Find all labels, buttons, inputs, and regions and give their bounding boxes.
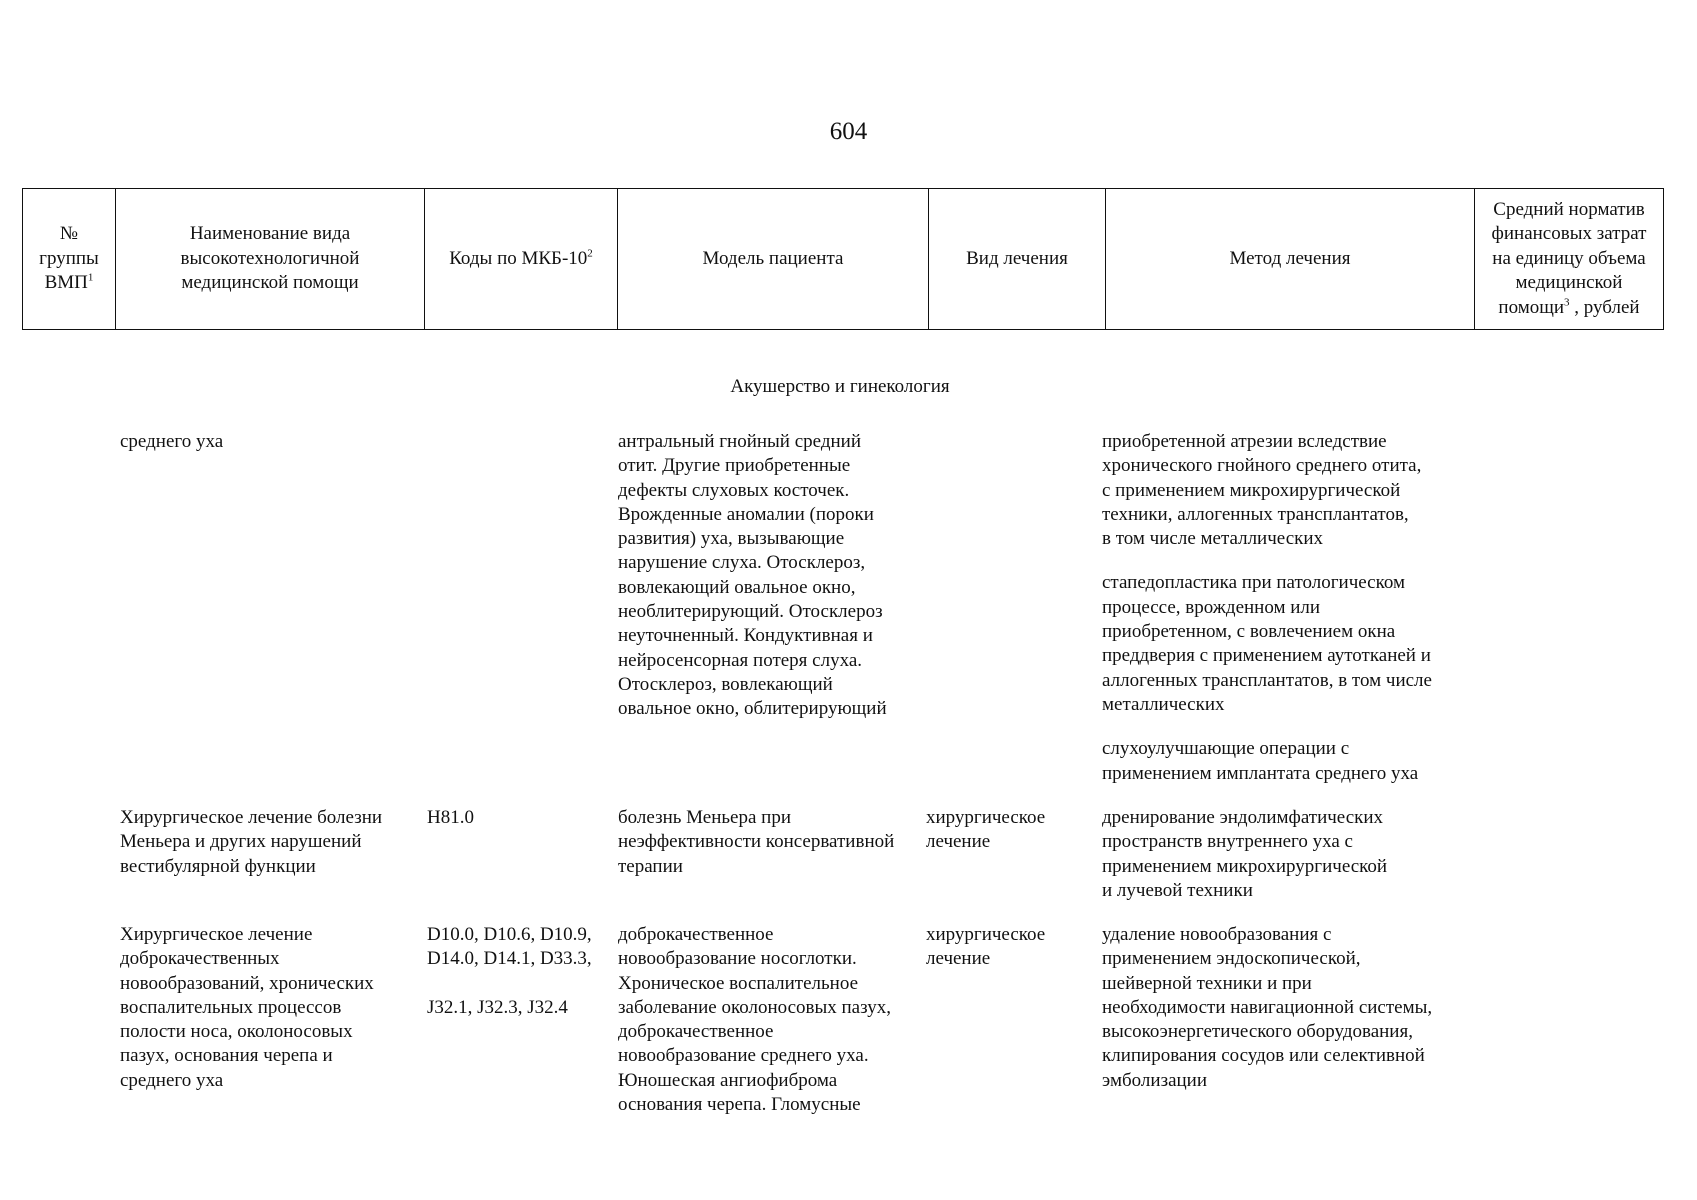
text-line: среднего уха xyxy=(120,431,224,452)
header-treatment-method: Метод лечения xyxy=(1106,189,1475,330)
text-line xyxy=(427,972,592,996)
text-line: эмболизации xyxy=(1102,1069,1208,1091)
text-line: применением эндоскопической, xyxy=(1102,948,1361,970)
text-line: пазух, основания черепа и xyxy=(120,1045,333,1067)
text-line: неуточненный. Кондуктивная и xyxy=(618,625,873,647)
text-line: слухоулучшающие операции с xyxy=(1102,738,1350,760)
text-line: клипирования сосудов или селективной xyxy=(1102,1045,1425,1067)
section-title: Акушерство и гинекология xyxy=(730,376,950,397)
text-line: D10.0, D10.6, D10.9, xyxy=(427,924,592,945)
text-line: доброкачественное xyxy=(618,1021,774,1043)
text-line: стапедопластика при патологическом xyxy=(1102,572,1406,594)
treatment-method-paragraph xyxy=(1102,806,1387,903)
text-line: лечение xyxy=(926,831,991,853)
page-number: 604 xyxy=(829,118,868,145)
row-3-vmp-name xyxy=(120,923,374,1093)
text-line: приобретенной атрезии вследствие xyxy=(1102,431,1387,452)
text-line: шейверной техники и при xyxy=(1102,972,1312,994)
text-line: преддверия с применением аутотканей и xyxy=(1102,645,1431,667)
row-3-treatment-methods xyxy=(1102,923,1432,1093)
text-line: заболевание околоносовых пазух, xyxy=(618,996,891,1018)
text-line: терапии xyxy=(618,855,683,877)
treatment-method-paragraph xyxy=(1102,430,1432,551)
text-line: овальное окно, облитерирующий xyxy=(618,698,887,720)
text-line: и лучевой техники xyxy=(1102,879,1253,901)
header-icd-codes: Коды по МКБ-$10^2$ xyxy=(425,189,618,330)
row-2-treatment-methods xyxy=(1102,806,1387,903)
row-1-vmp-name xyxy=(120,430,223,454)
text-line: неэффективности консервативной xyxy=(618,831,895,853)
row-2-treatment-type xyxy=(926,806,1045,855)
row-3-treatment-type xyxy=(926,923,1045,972)
row-1-patient-model xyxy=(618,430,887,722)
text-line: антральный гнойный средний xyxy=(618,431,862,452)
text-line: отит. Другие приобретенные xyxy=(618,455,851,477)
text-line: приобретенном, с вовлечением окна xyxy=(1102,621,1396,643)
text-line: процессе, врожденном или xyxy=(1102,596,1321,618)
text-line: H81.0 xyxy=(427,807,474,828)
text-line: болезнь Меньера при xyxy=(618,807,792,828)
text-line: применением имплантата среднего уха xyxy=(1102,762,1419,784)
text-line: среднего уха xyxy=(120,1069,224,1091)
header-patient-model: Модель пациента xyxy=(618,189,929,330)
text-line: техники, аллогенных трансплантатов, xyxy=(1102,503,1409,525)
row-2-patient-model xyxy=(618,806,894,879)
text-line: необлитерирующий. Отосклероз xyxy=(618,601,883,623)
header-treatment-type: Вид лечения xyxy=(929,189,1106,330)
header-average-cost: Средний норматив финансовых затрат на единицу объема медицинской помощи$^3$ , рублей xyxy=(1475,189,1664,330)
text-line: с применением микрохирургической xyxy=(1102,479,1401,501)
header-vmp-name: Наименование вида высокотехнологичной медицинской помощи xyxy=(116,189,425,330)
text-line: нарушение слуха. Отосклероз, xyxy=(618,552,866,574)
treatment-method-paragraph xyxy=(1102,923,1432,1093)
text-line: нейросенсорная потеря слуха. xyxy=(618,649,863,671)
row-2-vmp-name xyxy=(120,806,382,879)
text-line: Меньера и других нарушений xyxy=(120,831,362,853)
text-line: удаление новообразования с xyxy=(1102,924,1332,945)
text-line: дефекты слуховых косточек. xyxy=(618,479,850,501)
header-group-number: № группы ВМП$^1$ xyxy=(23,189,116,330)
text-line: применением микрохирургической xyxy=(1102,855,1388,877)
text-line: D14.0, D14.1, D33.3, xyxy=(427,948,592,970)
treatment-method-paragraph xyxy=(1102,571,1432,717)
text-line: воспалительных процессов xyxy=(120,996,342,1018)
text-line: необходимости навигационной системы, xyxy=(1102,996,1433,1018)
text-line: Врожденные аномалии (пороки xyxy=(618,503,874,525)
text-line: Хирургическое лечение xyxy=(120,924,313,945)
text-line: хирургическое xyxy=(926,807,1046,828)
text-line: хронического гнойного среднего отита, xyxy=(1102,455,1422,477)
text-line: основания черепа. Гломусные xyxy=(618,1094,861,1116)
text-line: лечение xyxy=(926,948,991,970)
text-line: вовлекающий овальное окно, xyxy=(618,576,856,598)
text-line: новообразование среднего уха. xyxy=(618,1045,869,1067)
row-2-icd-codes xyxy=(427,806,474,830)
text-line: пространств внутреннего уха с xyxy=(1102,831,1353,853)
text-line: хирургическое xyxy=(926,924,1046,945)
text-line: развития) уха, вызывающие xyxy=(618,528,845,550)
row-3-patient-model xyxy=(618,923,891,1117)
treatment-method-paragraph xyxy=(1102,737,1432,786)
text-line: новообразование носоглотки. xyxy=(618,948,857,970)
row-1-treatment-methods xyxy=(1102,430,1432,786)
text-line: аллогенных трансплантатов, в том числе xyxy=(1102,669,1432,691)
text-line: Хроническое воспалительное xyxy=(618,972,859,994)
text-line: в том числе металлических xyxy=(1102,528,1324,550)
text-line: доброкачественных xyxy=(120,948,280,970)
text-line: Юношеская ангиофиброма xyxy=(618,1069,838,1091)
column-header-table xyxy=(22,188,1664,330)
text-line: полости носа, околоносовых xyxy=(120,1021,353,1043)
text-line: доброкачественное xyxy=(618,924,774,945)
text-line: высокоэнергетического оборудования, xyxy=(1102,1021,1413,1043)
text-line: металлических xyxy=(1102,693,1225,715)
text-line: новообразований, хронических xyxy=(120,972,374,994)
text-line: дренирование эндолимфатических xyxy=(1102,807,1384,828)
text-line: вестибулярной функции xyxy=(120,855,316,877)
text-line: Хирургическое лечение болезни xyxy=(120,807,383,828)
text-line: Отосклероз, вовлекающий xyxy=(618,673,833,695)
text-line: J32.1, J32.3, J32.4 xyxy=(427,996,568,1018)
row-3-icd-codes xyxy=(427,923,592,1020)
